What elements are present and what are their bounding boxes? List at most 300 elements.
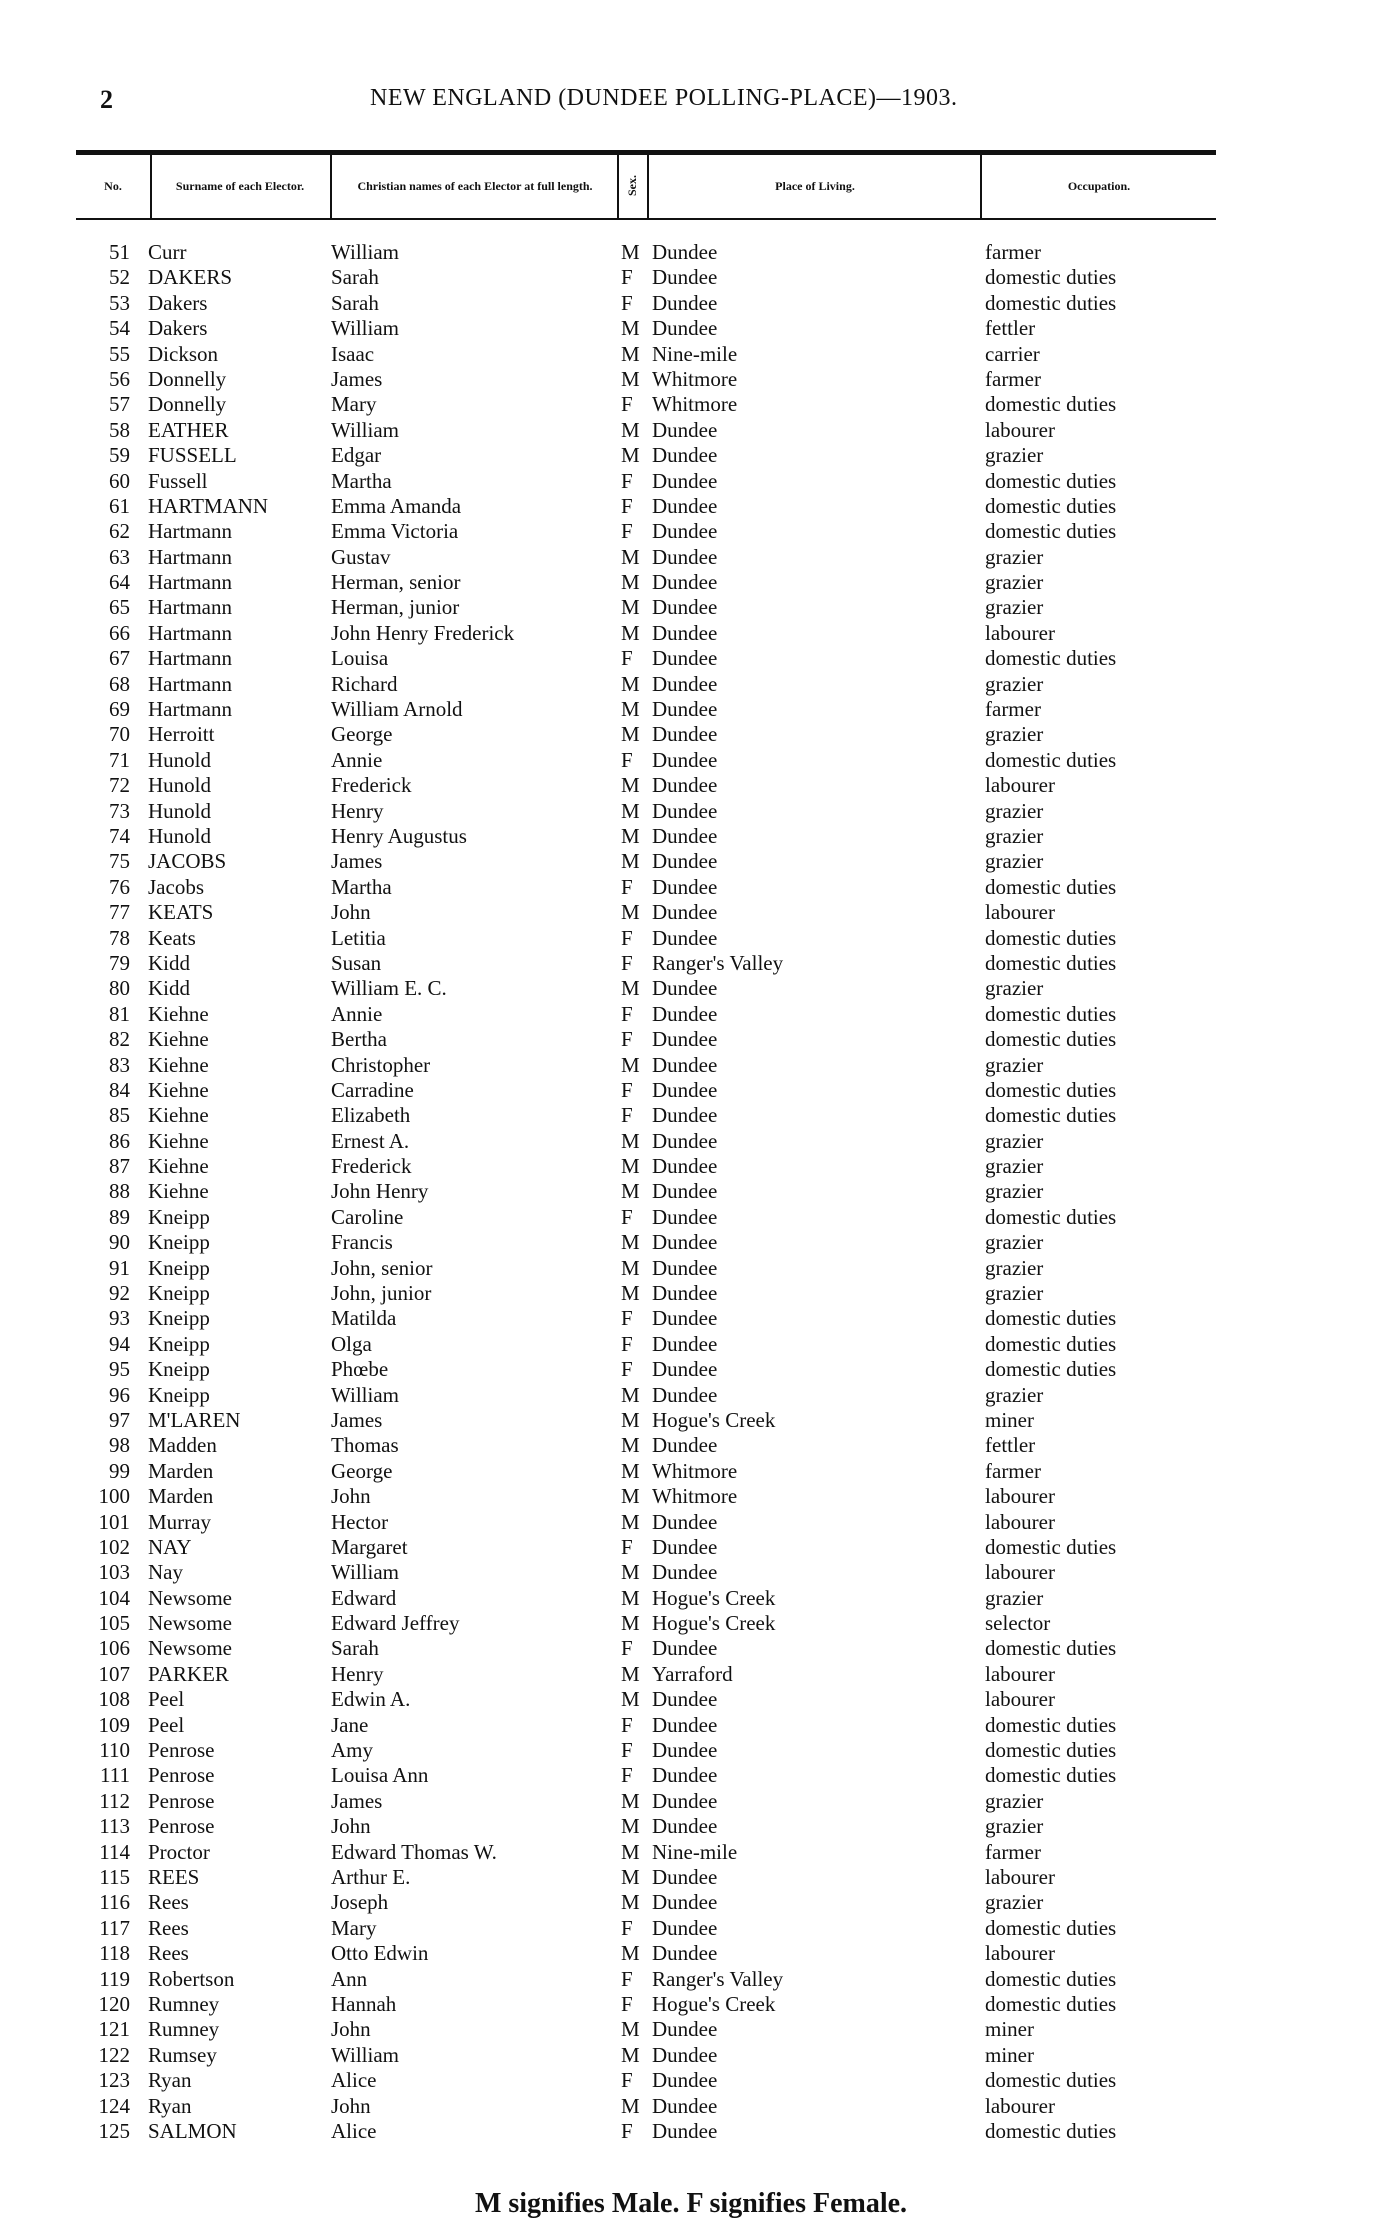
elector-surname: Rumney [148, 1991, 220, 2016]
elector-christian-names: Olga [331, 1331, 372, 1356]
elector-christian-names: Mary [331, 1915, 377, 1940]
elector-number: 77 [109, 900, 130, 925]
elector-occupation: labourer [985, 1687, 1055, 1712]
elector-sex: M [621, 900, 640, 925]
elector-number: 55 [109, 341, 130, 366]
elector-christian-names: James [331, 366, 383, 391]
elector-surname: Donnelly [148, 392, 227, 417]
elector-christian-names: Annie [331, 747, 383, 772]
table-row [0, 951, 1382, 976]
elector-surname: Proctor [148, 1839, 210, 1864]
elector-surname: Penrose [148, 1763, 215, 1788]
elector-occupation: labourer [985, 2093, 1055, 2118]
elector-surname: Kneipp [148, 1204, 210, 1229]
elector-christian-names: Sarah [331, 1636, 379, 1661]
elector-sex: M [621, 316, 640, 341]
table-row [0, 1535, 1382, 1560]
table-row [0, 1281, 1382, 1306]
elector-place: Dundee [652, 671, 718, 696]
elector-sex: F [621, 1027, 633, 1052]
elector-place: Dundee [652, 773, 718, 798]
elector-number: 104 [98, 1585, 130, 1610]
table-row [0, 1941, 1382, 1966]
table-row [0, 1027, 1382, 1052]
elector-surname: Kneipp [148, 1255, 210, 1280]
elector-sex: F [621, 1331, 633, 1356]
elector-number: 119 [99, 1966, 130, 1991]
elector-occupation: domestic duties [985, 2068, 1117, 2093]
elector-place: Dundee [652, 2042, 718, 2067]
table-row [0, 443, 1382, 468]
elector-christian-names: John [331, 2093, 371, 2118]
elector-occupation: grazier [985, 849, 1044, 874]
elector-number: 85 [109, 1103, 130, 1128]
elector-christian-names: Richard [331, 671, 398, 696]
elector-christian-names: William [331, 316, 399, 341]
elector-surname: Kneipp [148, 1382, 210, 1407]
elector-sex: M [621, 1941, 640, 1966]
table-row [0, 2017, 1382, 2042]
elector-occupation: miner [985, 2017, 1034, 2042]
elector-occupation: grazier [985, 976, 1044, 1001]
elector-occupation: grazier [985, 1382, 1044, 1407]
elector-sex: M [621, 671, 640, 696]
elector-sex: M [621, 773, 640, 798]
elector-place: Dundee [652, 2093, 718, 2118]
table-row [0, 1332, 1382, 1357]
elector-christian-names: Martha [331, 468, 392, 493]
elector-occupation: labourer [985, 620, 1055, 645]
table-row [0, 926, 1382, 951]
elector-surname: Hunold [148, 773, 211, 798]
elector-place: Nine-mile [652, 341, 738, 366]
table-row [0, 418, 1382, 443]
elector-christian-names: Letitia [331, 925, 386, 950]
elector-place: Dundee [652, 849, 718, 874]
column-divider [150, 152, 152, 218]
elector-occupation: domestic duties [985, 1966, 1117, 1991]
elector-surname: DAKERS [148, 265, 233, 290]
elector-surname: Rumney [148, 2017, 220, 2042]
elector-christian-names: Hector [331, 1509, 389, 1534]
elector-number: 106 [98, 1636, 130, 1661]
elector-surname: Curr [148, 240, 187, 264]
elector-surname: Madden [148, 1433, 217, 1458]
elector-occupation: domestic duties [985, 1712, 1117, 1737]
header-top-rule [76, 150, 1216, 155]
elector-occupation: grazier [985, 544, 1044, 569]
elector-christian-names: Matilda [331, 1306, 397, 1331]
elector-sex: M [621, 1661, 640, 1686]
elector-surname: Kidd [148, 976, 190, 1001]
elector-sex: M [621, 1407, 640, 1432]
elector-christian-names: Annie [331, 1001, 383, 1026]
elector-sex: M [621, 2042, 640, 2067]
elector-surname: Hunold [148, 747, 211, 772]
elector-occupation: domestic duties [985, 950, 1117, 975]
elector-sex: M [621, 1052, 640, 1077]
header-sex: Sex. [625, 175, 639, 197]
elector-number: 72 [109, 773, 130, 798]
elector-surname: Kneipp [148, 1331, 210, 1356]
elector-occupation: labourer [985, 1509, 1055, 1534]
elector-christian-names: Herman, senior [331, 570, 461, 595]
sex-legend-footer: M signifies Male. F signifies Female. [474, 2188, 908, 2219]
elector-surname: Nay [148, 1560, 183, 1585]
elector-sex: F [621, 950, 633, 975]
elector-sex: M [621, 595, 640, 620]
table-row [0, 1687, 1382, 1712]
elector-sex: M [621, 1433, 640, 1458]
elector-surname: Kiehne [148, 1027, 209, 1052]
elector-sex: M [621, 722, 640, 747]
elector-sex: F [621, 1001, 633, 1026]
elector-number: 73 [109, 798, 130, 823]
elector-surname: Hartmann [148, 595, 232, 620]
elector-surname: Rumsey [148, 2042, 217, 2067]
elector-occupation: labourer [985, 1941, 1055, 1966]
elector-sex: F [621, 747, 633, 772]
elector-christian-names: Martha [331, 874, 392, 899]
elector-sex: F [621, 519, 633, 544]
elector-occupation: miner [985, 2042, 1034, 2067]
table-row [0, 1967, 1382, 1992]
elector-number: 94 [109, 1331, 130, 1356]
elector-surname: Kiehne [148, 1128, 209, 1153]
elector-surname: Kidd [148, 950, 190, 975]
elector-surname: Kneipp [148, 1306, 210, 1331]
elector-christian-names: Francis [331, 1230, 393, 1255]
elector-surname: Penrose [148, 1788, 215, 1813]
elector-christian-names: John, senior [331, 1255, 433, 1280]
elector-christian-names: Caroline [331, 1204, 404, 1229]
table-row [0, 1560, 1382, 1585]
elector-occupation: labourer [985, 1560, 1055, 1585]
elector-surname: Kneipp [148, 1281, 210, 1306]
elector-number: 120 [98, 1991, 130, 2016]
elector-sex: M [621, 544, 640, 569]
elector-occupation: grazier [985, 1052, 1044, 1077]
elector-number: 93 [109, 1306, 130, 1331]
elector-place: Dundee [652, 1204, 718, 1229]
elector-number: 53 [109, 290, 130, 315]
elector-surname: Ryan [148, 2093, 192, 2118]
elector-sex: M [621, 1281, 640, 1306]
elector-occupation: domestic duties [985, 747, 1117, 772]
elector-number: 124 [98, 2093, 130, 2118]
elector-sex: M [621, 240, 640, 264]
elector-sex: M [621, 2093, 640, 2118]
elector-christian-names: Frederick [331, 1154, 412, 1179]
elector-sex: F [621, 2118, 633, 2143]
elector-surname: Rees [148, 1941, 189, 1966]
page-title: NEW ENGLAND (DUNDEE POLLING-PLACE)—1903. [370, 85, 958, 111]
table-row [0, 1992, 1382, 2017]
table-row [0, 342, 1382, 367]
table-row [0, 1916, 1382, 1941]
elector-occupation: domestic duties [985, 1991, 1117, 2016]
elector-place: Nine-mile [652, 1839, 738, 1864]
elector-sex: M [621, 1230, 640, 1255]
elector-place: Dundee [652, 1763, 718, 1788]
table-row [0, 2119, 1382, 2144]
table-row [0, 469, 1382, 494]
elector-surname: Hartmann [148, 620, 232, 645]
table-row [0, 494, 1382, 519]
elector-place: Dundee [652, 519, 718, 544]
elector-occupation: fettler [985, 1433, 1036, 1458]
elector-number: 118 [99, 1941, 130, 1966]
elector-occupation: grazier [985, 1585, 1044, 1610]
table-row [0, 1306, 1382, 1331]
elector-place: Dundee [652, 570, 718, 595]
table-row [0, 1433, 1382, 1458]
elector-number: 116 [99, 1890, 130, 1915]
elector-occupation: grazier [985, 722, 1044, 747]
elector-surname: Hartmann [148, 646, 232, 671]
elector-occupation: grazier [985, 570, 1044, 595]
table-row [0, 595, 1382, 620]
elector-occupation: labourer [985, 1865, 1055, 1889]
elector-christian-names: Henry Augustus [331, 823, 467, 848]
header-place-of-living: Place of Living. [775, 179, 855, 193]
elector-sex: M [621, 570, 640, 595]
elector-sex: M [621, 1890, 640, 1915]
elector-place: Dundee [652, 1255, 718, 1280]
elector-christian-names: Isaac [331, 341, 375, 366]
elector-surname: Hartmann [148, 544, 232, 569]
elector-surname: FUSSELL [148, 443, 237, 468]
elector-occupation: selector [985, 1611, 1051, 1636]
elector-place: Dundee [652, 417, 718, 442]
elector-place: Dundee [652, 316, 718, 341]
elector-surname: Kiehne [148, 1001, 209, 1026]
elector-sex: F [621, 290, 633, 315]
table-row [0, 1103, 1382, 1128]
elector-number: 79 [109, 950, 130, 975]
table-row [0, 240, 1382, 265]
elector-place: Dundee [652, 747, 718, 772]
elector-christian-names: Jane [331, 1712, 369, 1737]
table-row [0, 646, 1382, 671]
elector-number: 61 [109, 493, 130, 518]
elector-place: Whitmore [652, 392, 738, 417]
elector-surname: Hartmann [148, 697, 232, 722]
elector-surname: HARTMANN [148, 493, 269, 518]
table-row [0, 1408, 1382, 1433]
elector-place: Dundee [652, 240, 718, 264]
table-row [0, 1840, 1382, 1865]
table-row [0, 1129, 1382, 1154]
elector-place: Dundee [652, 1230, 718, 1255]
elector-place: Dundee [652, 1281, 718, 1306]
elector-sex: F [621, 1357, 633, 1382]
elector-sex: F [621, 1712, 633, 1737]
elector-christian-names: John [331, 1484, 371, 1509]
elector-sex: F [621, 1103, 633, 1128]
elector-sex: F [621, 265, 633, 290]
elector-number: 82 [109, 1027, 130, 1052]
elector-christian-names: William [331, 417, 399, 442]
elector-number: 103 [98, 1560, 130, 1585]
elector-sex: F [621, 1077, 633, 1102]
elector-surname: Ryan [148, 2068, 192, 2093]
table-row [0, 1002, 1382, 1027]
elector-number: 114 [99, 1839, 130, 1864]
elector-place: Dundee [652, 1814, 718, 1839]
elector-sex: F [621, 1204, 633, 1229]
elector-occupation: grazier [985, 671, 1044, 696]
elector-place: Dundee [652, 1636, 718, 1661]
elector-number: 111 [100, 1763, 130, 1788]
elector-place: Dundee [652, 1077, 718, 1102]
table-row [0, 1763, 1382, 1788]
table-row [0, 1205, 1382, 1230]
table-row [0, 291, 1382, 316]
elector-christian-names: Frederick [331, 773, 412, 798]
elector-place: Dundee [652, 1534, 718, 1559]
elector-number: 90 [109, 1230, 130, 1255]
elector-number: 107 [98, 1661, 130, 1686]
table-row [0, 697, 1382, 722]
elector-number: 75 [109, 849, 130, 874]
elector-number: 52 [109, 265, 130, 290]
elector-sex: F [621, 1738, 633, 1763]
elector-christian-names: George [331, 722, 393, 747]
column-divider [330, 152, 332, 218]
elector-surname: Rees [148, 1890, 189, 1915]
elector-christian-names: John [331, 900, 371, 925]
elector-number: 101 [98, 1509, 130, 1534]
elector-number: 51 [109, 240, 130, 264]
elector-surname: Robertson [148, 1966, 235, 1991]
elector-surname: Penrose [148, 1814, 215, 1839]
elector-sex: F [621, 874, 633, 899]
elector-surname: Fussell [148, 468, 208, 493]
elector-place: Dundee [652, 595, 718, 620]
elector-surname: Rees [148, 1915, 189, 1940]
table-row [0, 1053, 1382, 1078]
elector-occupation: domestic duties [985, 290, 1117, 315]
elector-place: Dundee [652, 1154, 718, 1179]
table-row [0, 849, 1382, 874]
elector-number: 71 [109, 747, 130, 772]
elector-place: Dundee [652, 1306, 718, 1331]
elector-surname: PARKER [148, 1661, 229, 1686]
elector-surname: Hartmann [148, 671, 232, 696]
elector-christian-names: Edwin A. [331, 1687, 411, 1712]
elector-occupation: grazier [985, 1179, 1044, 1204]
elector-christian-names: Ann [331, 1966, 368, 1991]
table-row [0, 1586, 1382, 1611]
elector-number: 70 [109, 722, 130, 747]
elector-place: Dundee [652, 1560, 718, 1585]
elector-occupation: domestic duties [985, 1331, 1117, 1356]
elector-number: 105 [98, 1611, 130, 1636]
elector-occupation: domestic duties [985, 1763, 1117, 1788]
elector-occupation: domestic duties [985, 1534, 1117, 1559]
elector-sex: F [621, 646, 633, 671]
elector-sex: M [621, 1128, 640, 1153]
elector-christian-names: Gustav [331, 544, 391, 569]
elector-surname: Marden [148, 1484, 214, 1509]
elector-number: 62 [109, 519, 130, 544]
elector-sex: M [621, 849, 640, 874]
elector-surname: Hartmann [148, 519, 232, 544]
elector-number: 88 [109, 1179, 130, 1204]
elector-place: Dundee [652, 1128, 718, 1153]
elector-place: Dundee [652, 900, 718, 925]
elector-occupation: domestic duties [985, 646, 1117, 671]
page-number: 2 [100, 85, 113, 114]
elector-christian-names: William Arnold [331, 697, 463, 722]
elector-christian-names: Emma Victoria [331, 519, 459, 544]
elector-christian-names: Arthur E. [331, 1865, 411, 1889]
table-row [0, 1865, 1382, 1890]
elector-sex: F [621, 1636, 633, 1661]
elector-number: 89 [109, 1204, 130, 1229]
elector-place: Dundee [652, 925, 718, 950]
elector-place: Dundee [652, 874, 718, 899]
elector-place: Dundee [652, 1890, 718, 1915]
table-row [0, 1890, 1382, 1915]
elector-place: Hogue's Creek [652, 1611, 776, 1636]
elector-sex: M [621, 1382, 640, 1407]
table-row [0, 1256, 1382, 1281]
elector-christian-names: Thomas [331, 1433, 399, 1458]
elector-number: 59 [109, 443, 130, 468]
elector-occupation: farmer [985, 240, 1041, 264]
elector-sex: M [621, 798, 640, 823]
elector-occupation: carrier [985, 341, 1040, 366]
elector-occupation: miner [985, 1407, 1034, 1432]
elector-christian-names: Edward Thomas W. [331, 1839, 497, 1864]
elector-christian-names: Emma Amanda [331, 493, 462, 518]
elector-place: Dundee [652, 2118, 718, 2143]
elector-occupation: farmer [985, 1458, 1041, 1483]
elector-sex: M [621, 443, 640, 468]
elector-occupation: farmer [985, 1839, 1041, 1864]
elector-sex: F [621, 1534, 633, 1559]
column-divider [647, 152, 649, 218]
elector-christian-names: Bertha [331, 1027, 387, 1052]
elector-occupation: farmer [985, 366, 1041, 391]
elector-place: Dundee [652, 2068, 718, 2093]
elector-christian-names: James [331, 1407, 383, 1432]
elector-number: 108 [98, 1687, 130, 1712]
elector-christian-names: Ernest A. [331, 1128, 410, 1153]
elector-place: Dundee [652, 1357, 718, 1382]
elector-sex: M [621, 417, 640, 442]
header-surname: Surname of each Elector. [175, 179, 305, 193]
elector-number: 64 [109, 570, 130, 595]
elector-occupation: domestic duties [985, 392, 1117, 417]
elector-place: Dundee [652, 823, 718, 848]
elector-number: 117 [99, 1915, 130, 1940]
elector-place: Dundee [652, 1712, 718, 1737]
elector-number: 96 [109, 1382, 130, 1407]
elector-sex: M [621, 1788, 640, 1813]
elector-christian-names: Herman, junior [331, 595, 460, 620]
elector-christian-names: Hannah [331, 1991, 397, 2016]
elector-surname: Penrose [148, 1738, 215, 1763]
table-row [0, 722, 1382, 747]
elector-place: Dundee [652, 1382, 718, 1407]
elector-number: 115 [99, 1865, 130, 1889]
elector-surname: Kiehne [148, 1103, 209, 1128]
elector-place: Dundee [652, 722, 718, 747]
elector-christian-names: James [331, 1788, 383, 1813]
